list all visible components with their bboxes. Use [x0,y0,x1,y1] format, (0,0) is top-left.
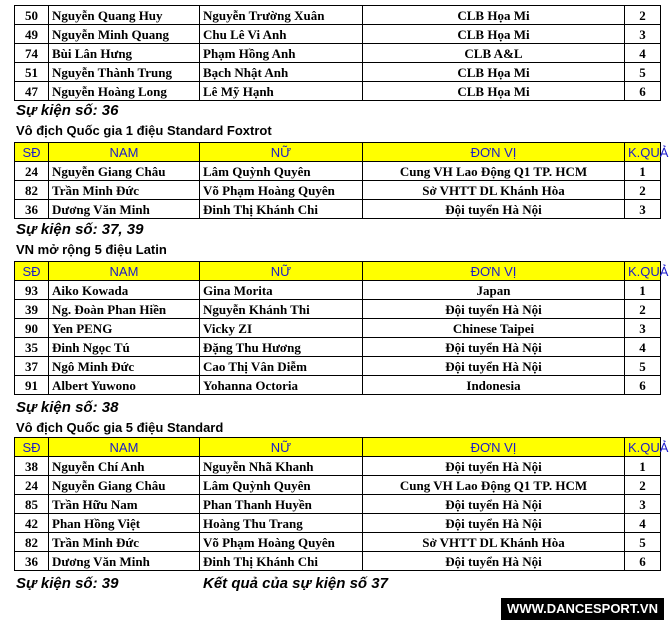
table-row [15,319,661,338]
cell-nam: Nguyễn Quang Huy [49,6,200,25]
cell-nam: Đinh Ngọc Tú [49,338,200,357]
cell-don-vi: Cung VH Lao Động Q1 TP. HCM [363,162,625,181]
table-row [15,25,661,44]
cell-don-vi: Đội tuyển Hà Nội [363,357,625,376]
cell-nam: Albert Yuwono [49,376,200,395]
header-sd: SĐ [15,438,49,457]
event-title: Vô địch Quốc gia 1 điệu Standard Foxtrot [16,123,272,138]
cell-nu: Võ Phạm Hoàng Quyên [200,533,363,552]
cell-nam: Nguyễn Minh Quang [49,25,200,44]
table-header-row [15,143,661,162]
header-kq: K.QUẢ [625,438,661,457]
table-body [15,262,669,395]
cell-kq: 4 [625,338,661,357]
table-row [15,44,661,63]
cell-nu: Vicky ZI [200,319,363,338]
cell-sd: 82 [15,181,49,200]
cell-nam: Nguyễn Thành Trung [49,63,200,82]
table-body [15,143,669,219]
header-sd: SĐ [15,262,49,281]
cell-nu: Nguyễn Trường Xuân [200,6,363,25]
cell-don-vi: Đội tuyển Hà Nội [363,514,625,533]
cell-nam: Trần Minh Đức [49,181,200,200]
cell-kq: 2 [625,6,661,25]
event-number-label: Sự kiện số: 39 [16,575,119,592]
table-row [15,6,661,25]
cell-nu: Nguyễn Khánh Thi [200,300,363,319]
cell-don-vi: Indonesia [363,376,625,395]
table-row [15,457,661,476]
cell-nu: Yohanna Octoria [200,376,363,395]
cell-nam: Aiko Kowada [49,281,200,300]
cell-nam: Ngô Minh Đức [49,357,200,376]
cell-kq: 3 [625,25,661,44]
cell-don-vi: Đội tuyển Hà Nội [363,200,625,219]
cell-nu: Lê Mỹ Hạnh [200,82,363,101]
header-don-vi: ĐƠN VỊ [363,262,625,281]
cell-nam: Nguyễn Giang Châu [49,162,200,181]
cell-sd: 37 [15,357,49,376]
cell-nam: Trần Minh Đức [49,533,200,552]
cell-sd: 36 [15,552,49,571]
cell-nu: Bạch Nhật Anh [200,63,363,82]
results-table-event-36 [14,142,669,219]
cell-sd: 38 [15,457,49,476]
cell-don-vi: CLB Họa Mi [363,82,625,101]
cell-nu: Chu Lê Vi Anh [200,25,363,44]
cell-don-vi: CLB Họa Mi [363,25,625,44]
cell-sd: 90 [15,319,49,338]
cell-sd: 85 [15,495,49,514]
event-number-label: Sự kiện số: 38 [16,399,119,416]
table-row [15,552,661,571]
cell-nu: Đinh Thị Khánh Chi [200,552,363,571]
cell-don-vi: CLB A&L [363,44,625,63]
cell-nu: Phan Thanh Huyền [200,495,363,514]
table-row [15,533,661,552]
cell-nam: Nguyễn Chí Anh [49,457,200,476]
cell-nu: Đinh Thị Khánh Chi [200,200,363,219]
cell-sd: 49 [15,25,49,44]
event-title: Vô địch Quốc gia 5 điệu Standard [16,420,224,435]
cell-sd: 24 [15,476,49,495]
cell-nam: Dương Văn Minh [49,552,200,571]
table-row [15,181,661,200]
header-nu: NỮ [200,438,363,457]
table-row [15,63,661,82]
cell-nu: Lâm Quỳnh Quyên [200,476,363,495]
cell-kq: 1 [625,457,661,476]
cell-sd: 35 [15,338,49,357]
cell-sd: 93 [15,281,49,300]
cell-nu: Cao Thị Vân Diễm [200,357,363,376]
cell-kq: 5 [625,533,661,552]
cell-sd: 51 [15,63,49,82]
cell-nu: Lâm Quỳnh Quyên [200,162,363,181]
cell-sd: 91 [15,376,49,395]
cell-kq: 3 [625,319,661,338]
cell-kq: 2 [625,300,661,319]
cell-don-vi: Đội tuyển Hà Nội [363,495,625,514]
cell-don-vi: Đội tuyển Hà Nội [363,338,625,357]
cell-don-vi: Sở VHTT DL Khánh Hòa [363,533,625,552]
cell-sd: 36 [15,200,49,219]
cell-nam: Nguyễn Giang Châu [49,476,200,495]
cell-don-vi: CLB Họa Mi [363,63,625,82]
cell-kq: 5 [625,63,661,82]
cell-sd: 50 [15,6,49,25]
cell-nu: Đặng Thu Hương [200,338,363,357]
table-row [15,495,661,514]
cell-nu: Võ Phạm Hoàng Quyên [200,181,363,200]
event-number-label: Sự kiện số: 37, 39 [16,221,144,238]
cell-nu: Nguyễn Nhã Khanh [200,457,363,476]
cell-kq: 1 [625,281,661,300]
cell-don-vi: Cung VH Lao Động Q1 TP. HCM [363,476,625,495]
cell-nam: Dương Văn Minh [49,200,200,219]
cell-don-vi: Đội tuyển Hà Nội [363,552,625,571]
cell-kq: 4 [625,514,661,533]
cell-kq: 3 [625,495,661,514]
cell-don-vi: Sở VHTT DL Khánh Hòa [363,181,625,200]
cell-don-vi: Japan [363,281,625,300]
cell-sd: 24 [15,162,49,181]
table-header-row [15,262,661,281]
cell-nam: Bùi Lân Hưng [49,44,200,63]
cell-kq: 1 [625,162,661,181]
table-row [15,514,661,533]
table-row [15,476,661,495]
results-table-event-38 [14,437,669,571]
dancesport-logo[interactable]: WWW.DANCESPORT.VN [501,598,664,620]
cell-nam: Phan Hồng Việt [49,514,200,533]
cell-kq: 6 [625,376,661,395]
event-number-label: Sự kiện số: 36 [16,102,119,119]
cell-nam: Nguyễn Hoàng Long [49,82,200,101]
cell-sd: 47 [15,82,49,101]
table-row [15,338,661,357]
cell-nam: Ng. Đoàn Phan Hiền [49,300,200,319]
cell-nu: Phạm Hồng Anh [200,44,363,63]
cell-kq: 2 [625,476,661,495]
result-note: Kết quả của sự kiện số 37 [203,575,388,592]
cell-kq: 4 [625,44,661,63]
cell-nu: Gina Morita [200,281,363,300]
cell-nu: Hoàng Thu Trang [200,514,363,533]
cell-nam: Yen PENG [49,319,200,338]
table-row [15,357,661,376]
cell-don-vi: Đội tuyển Hà Nội [363,457,625,476]
table-row [15,376,661,395]
event-title: VN mở rộng 5 điệu Latin [16,242,167,257]
header-nam: NAM [49,438,200,457]
cell-sd: 39 [15,300,49,319]
table-row [15,200,661,219]
header-nam: NAM [49,143,200,162]
results-table-event-37-39 [14,261,669,395]
header-sd: SĐ [15,143,49,162]
header-don-vi: ĐƠN VỊ [363,438,625,457]
table-row [15,162,661,181]
cell-kq: 2 [625,181,661,200]
header-kq: K.QUẢ [625,262,661,281]
results-table-continued [14,5,661,101]
header-kq: K.QUẢ [625,143,661,162]
cell-sd: 82 [15,533,49,552]
table-row [15,300,661,319]
cell-don-vi: Đội tuyển Hà Nội [363,300,625,319]
cell-sd: 74 [15,44,49,63]
header-don-vi: ĐƠN VỊ [363,143,625,162]
header-nu: NỮ [200,262,363,281]
cell-kq: 6 [625,82,661,101]
table-body [15,438,669,571]
cell-kq: 3 [625,200,661,219]
cell-sd: 42 [15,514,49,533]
cell-don-vi: CLB Họa Mi [363,6,625,25]
cell-kq: 5 [625,357,661,376]
table-row [15,281,661,300]
cell-kq: 6 [625,552,661,571]
cell-nam: Trần Hữu Nam [49,495,200,514]
header-nam: NAM [49,262,200,281]
table-body [15,6,661,101]
table-row [15,82,661,101]
header-nu: NỮ [200,143,363,162]
table-header-row [15,438,661,457]
cell-don-vi: Chinese Taipei [363,319,625,338]
